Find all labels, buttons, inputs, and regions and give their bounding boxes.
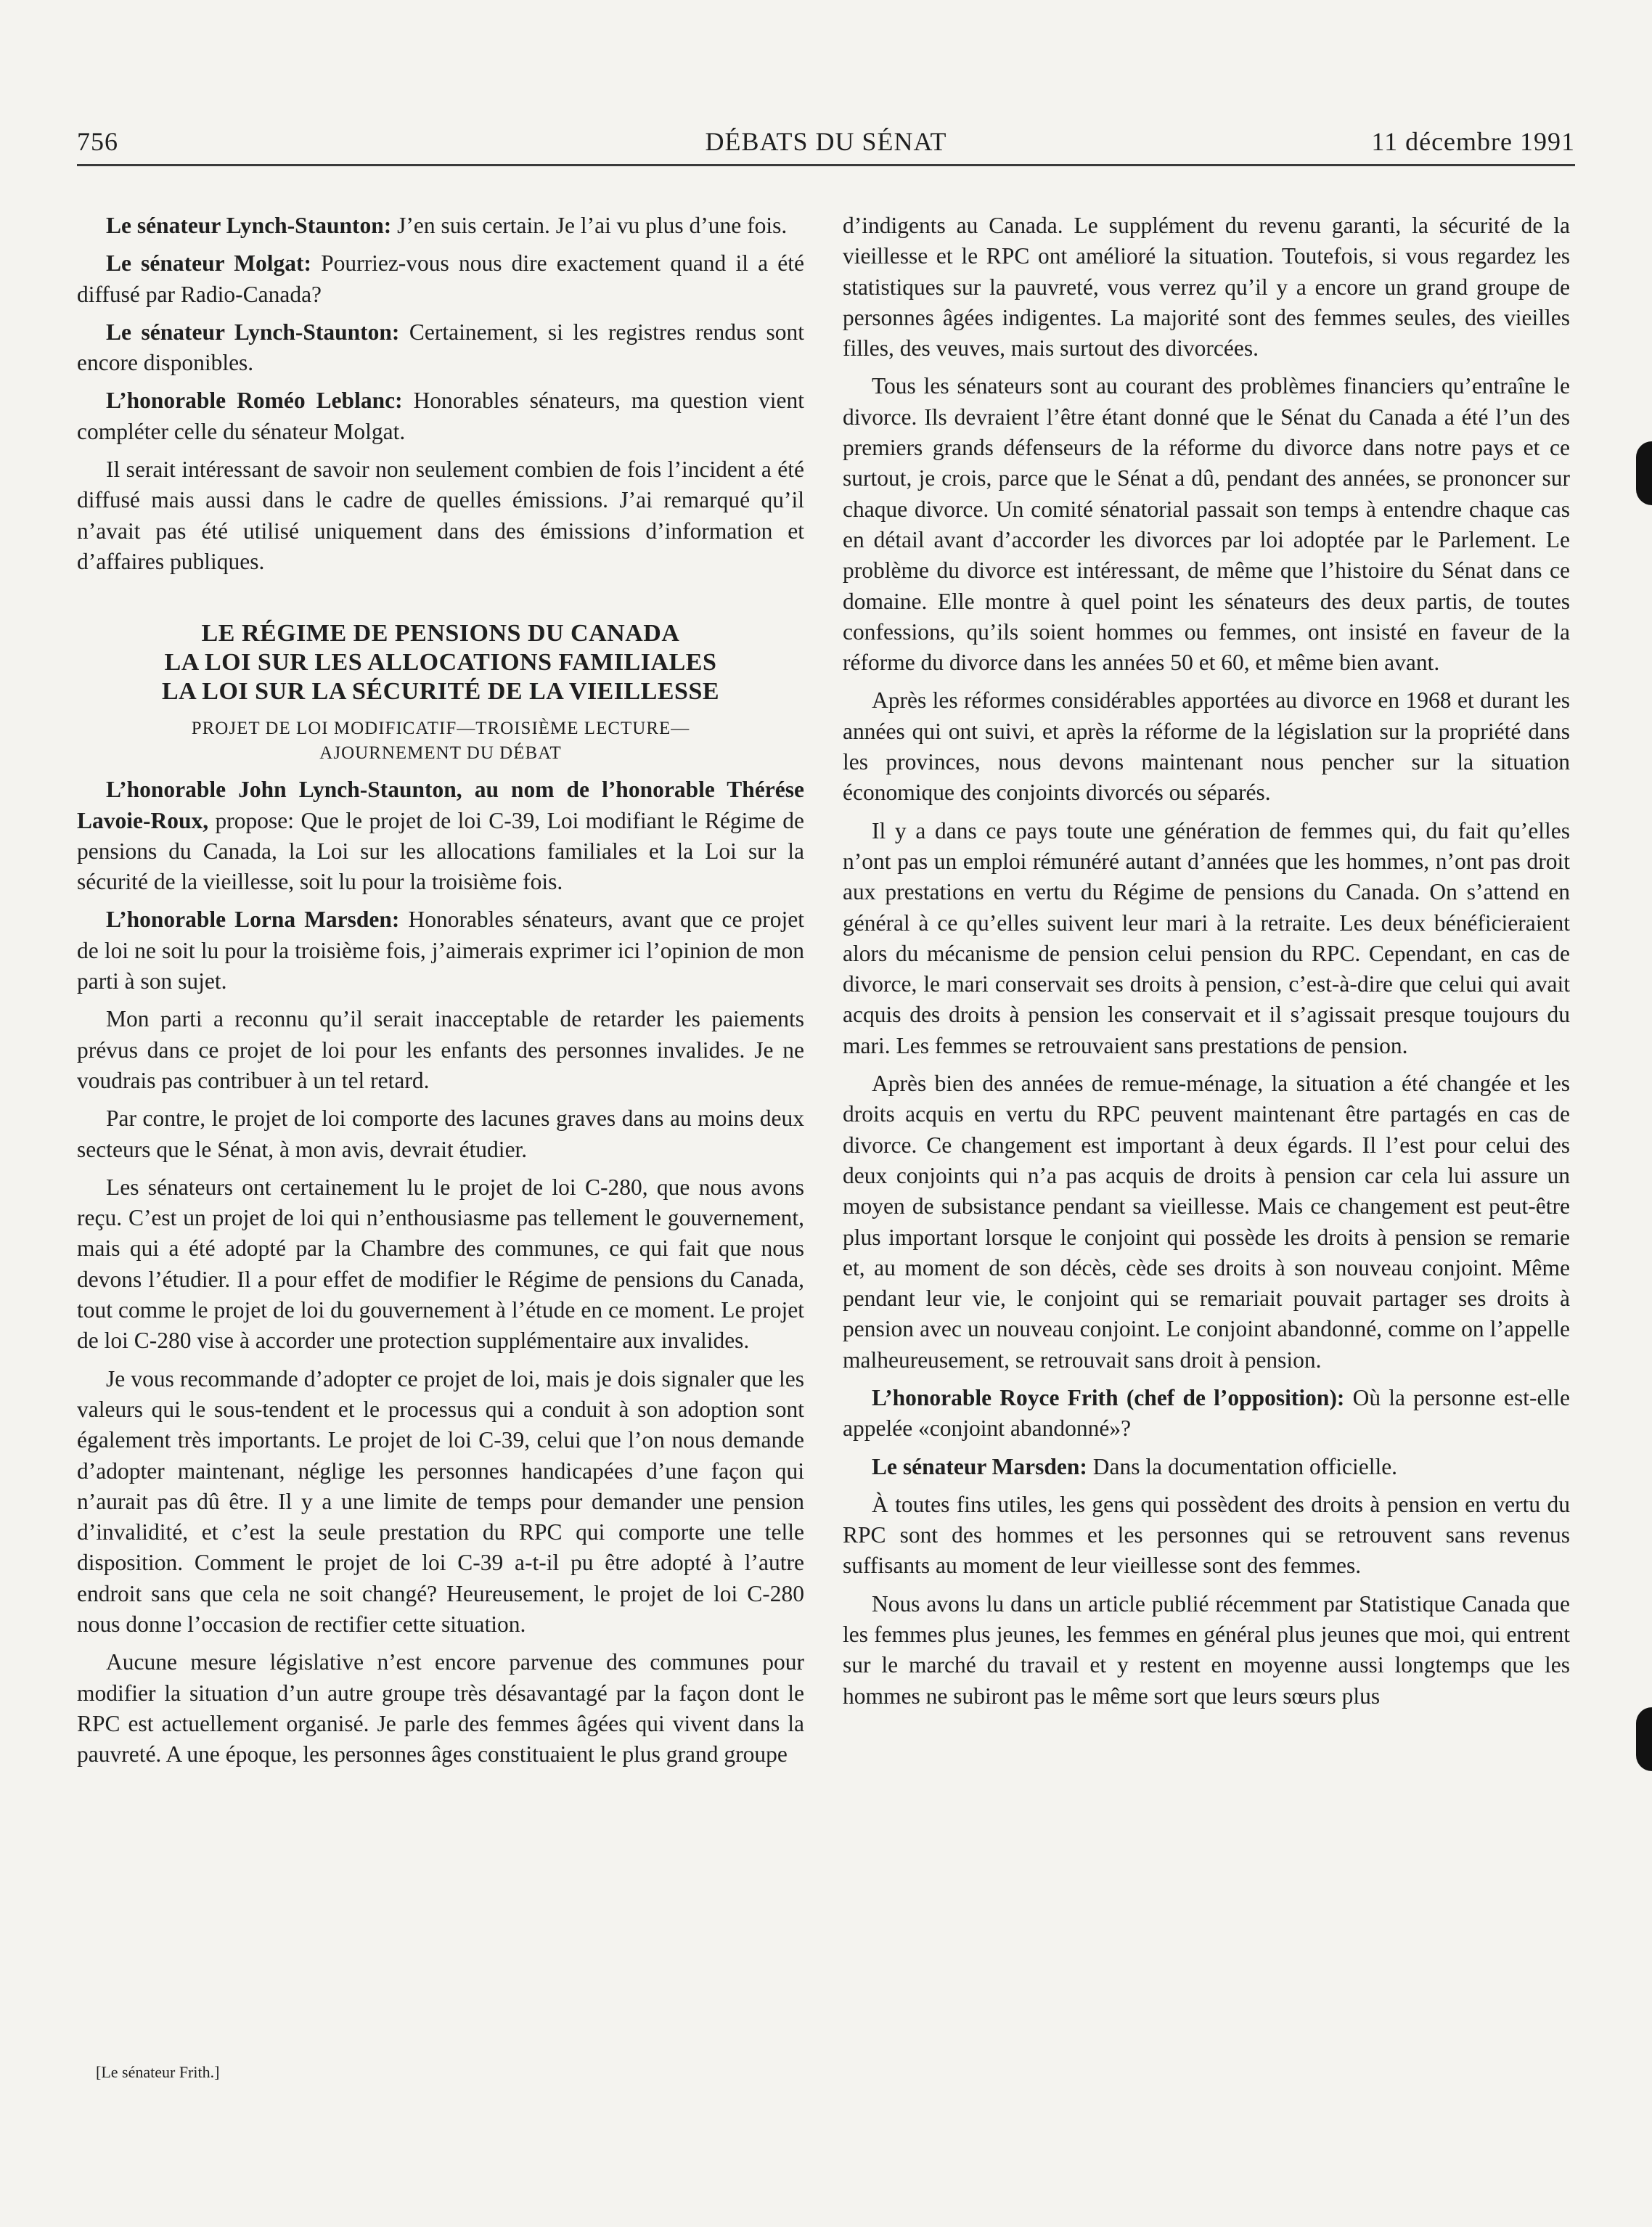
paragraph [77,385,804,447]
paragraph [77,317,804,379]
heading-line: LA LOI SUR LA SÉCURITÉ DE LA VIEILLESSE [161,678,720,706]
paragraph: À toutes fins utiles, les gens qui possèdent des droits à pension en vertu du RPC sont des hommes et les personnes qui se retrouvent sans revenus suffisants au moment de leur vieillesse sont des femmes. [843,1491,1570,1579]
paragraph: d’indigents au Canada. Le supplément du revenu garanti, la sécurité de la vieillesse et le RPC ont amélioré la situation. Toutefois, si vous regardez les statistiques sur la pauvreté, vous verrez qu’il y a encore un grand groupe de personnes âgées indigentes. La majorité sont des femmes seules, des vieilles filles, des veuves, mais surtout des divorcées. [843,213,1570,361]
speech-text: propose: Que le projet de loi C-39, Loi modifiant le Régime de pensions du Canada, la Loi sur les allocations familiales et la Loi sur la sécurité de la vieillesse, soit lu pour la troisième fois. [77,807,804,895]
paragraph: Aucune mesure législative n’est encore parvenue des communes pour modifier la situation d’un autre groupe très désavantagé par la façon dont le RPC est actuellement organisé. Je parle des femmes âgées qui vivent dans la pauvreté. A une époque, les personnes âges constituaient le plus grand groupe [77,1649,804,1768]
paragraph [77,775,804,897]
speaker-name: L’honorable Royce Frith (chef de l’opposition): [872,1384,1345,1410]
paragraph [843,1383,1570,1445]
speech-text: Honorables sénateurs, ma question vient compléter celle du sénateur Molgat. [77,388,804,444]
paragraph [843,1452,1570,1482]
speaker-name: L’honorable Roméo Leblanc: [106,388,403,414]
paragraph: Tous les sénateurs sont au courant des problèmes financiers qu’entraîne le divorce. Ils devraient l’être étant donné que le Sénat du Canada a été l’un des premiers grands défenseurs de la réforme du divorce dans notre pays et ce surtout, je crois, parce que le Sénat a dû, pendant des années, se prononcer sur chaque divorce. Un comité sénatorial passait son temps à entendre chaque cas en détail avant d’accorder les divorces par loi adoptée par le Parlement. Le problème du divorce est intéressant, de même que l’histoire du Sénat dans ce domaine. Elle montre à quel point les sénateurs des deux partis, de toutes confessions, qu’ils soient hommes ou femmes, ont insisté en faveur de la réforme du divorce dans les années 50 et 60, et même bien avant. [843,373,1570,676]
speech-text: J’en suis certain. Je l’ai vu plus d’une fois. [391,213,788,238]
section-heading [77,619,804,706]
paragraph: Après bien des années de remue-ménage, la situation a été changée et les droits acquis en vertu du RPC peuvent maintenant être partagés en cas de divorce. Ce changement est important à deux égards. Il l’est pour celui des deux conjoints qui n’a pas acquis de droits à pension car cela lui assure un moyen de subsistance pendant sa vieillesse. Mais ce changement est peut-être plus important lorsque le conjoint qui possède les droits à pension se remarie et, au moment de son décès, cède ses droits à son nouveau conjoint. Même pendant leur vie, le conjoint qui se remariait pouvait partager ses droits à pension avec un nouveau conjoint. Le conjoint abandonné, comme on l’appelle malheureusement, se retrouvait sans droit à pension. [843,1071,1570,1373]
footnote: [Le sénateur Frith.] [96,2063,220,2081]
paragraph: Il serait intéressant de savoir non seulement combien de fois l’incident a été diffusé mais aussi dans le cadre de quelles émissions. J’ai remarqué qu’il n’avait pas été utilisé uniquement dans des émissions d’information et d’affaires publiques. [77,457,804,574]
paragraph: Les sénateurs ont certainement lu le projet de loi C-280, que nous avons reçu. C’est un projet de loi qui n’enthousiasme pas tellement le gouvernement, mais qui a été adopté par la Chambre des communes, ce qui fait que nous devons l’étudier. Il a pour effet de modifier le Régime de pensions du Canada, tout comme le projet de loi du gouvernement à l’étude en ce moment. Le projet de loi C-280 vise à accorder une protection supplémentaire aux invalides. [77,1174,804,1354]
paragraph [77,248,804,310]
speech-text: Honorables sénateurs, avant que ce projet de loi ne soit lu pour la troisième fois, j’aimerais exprimer ici l’opinion de mon parti à son sujet. [77,907,804,994]
publication-title: DÉBATS DU SÉNAT [705,127,947,156]
subheading-line: AJOURNEMENT DU DÉBAT [319,743,562,764]
right-column [843,211,1570,1719]
subheading-line: PROJET DE LOI MODIFICATIF—TROISIÈME LECTURE— [191,719,690,739]
section-subheading [77,716,804,766]
paragraph: Nous avons lu dans un article publié récemment par Statistique Canada que les femmes plus jeunes, les femmes en général plus jeunes que moi, qui entrent sur le marché du travail et y restent en moyenne aussi longtemps que les hommes ne subiront pas le même sort que leurs sœurs plus [843,1590,1570,1709]
heading-line: LA LOI SUR LES ALLOCATIONS FAMILIALES [164,649,717,677]
speaker-name: Le sénateur Lynch-Staunton: [106,319,400,345]
heading-line: LE RÉGIME DE PENSIONS DU CANADA [201,620,680,647]
speaker-name: L’honorable John Lynch-Staunton, au nom de l’honorable Thérése Lavoie-Roux, [77,777,804,833]
paragraph: Il y a dans ce pays toute une génération de femmes qui, du fait qu’elles n’ont pas un emploi rémunéré autant d’années que les hommes, n’ont pas droit aux prestations en vertu du Régime de pensions du Canada. On s’attend en général à ce qu’elles suivent leur mari à la retraite. Les deux bénéficieraient alors du mécanisme de pension celui pension du RPC. Cependant, en cas de divorce, le mari conservait ses droits à pension, c’est-à-dire que celui qui avait acquis des droits à pension les conservait et il s’agissait presque toujours du mari. Les femmes se retrouvaient sans prestations de pension. [843,817,1570,1058]
speaker-name: Le sénateur Lynch-Staunton: [106,213,392,238]
speech-text: Certainement, si les registres rendus sont encore disponibles. [77,319,804,376]
speaker-name: Le sénateur Molgat: [106,250,311,277]
binding-hole-mark [1636,1707,1652,1771]
page-number: 756 [77,127,118,156]
speech-text: Dans la documentation officielle. [1087,1453,1398,1479]
paragraph: Après les réformes considérables apportées au divorce en 1968 et durant les années qui ont suivi, et après la réforme de la législation sur la propriété dans les provinces, nous devons maintenant nous pencher sur la situation économique des conjoints divorcés ou séparés. [843,687,1570,806]
paragraph: Par contre, le projet de loi comporte des lacunes graves dans au moins deux secteurs que le Sénat, à mon avis, devrait étudier. [77,1106,804,1162]
page-date: 11 décembre 1991 [1371,127,1575,156]
speech-text: Où la personne est-elle appelée «conjoint abandonné»? [843,1384,1570,1442]
binding-hole-mark [1636,441,1652,505]
page-header [77,122,1575,166]
paragraph: Je vous recommande d’adopter ce projet de loi, mais je dois signaler que les valeurs qui le sous-tendent et le processus qui a conduit à son adoption sont également très importants. Le projet de loi C-39, celui que l’on nous demande d’adopter maintenant, néglige les personnes handicapées d’une façon qui n’aurait pas dû être. Il y a une limite de temps pour demander une pension d’invalidité, et c’est la seule prestation du RPC qui comporte une telle disposition. Comment le projet de loi C-39 a-t-il pu être adopté à l’autre endroit sans que cela ne soit changé? Heureusement, le projet de loi C-280 nous donne l’occasion de rectifier cette situation. [77,1365,804,1637]
left-column [77,211,804,1777]
paragraph [77,904,804,997]
paragraph [77,211,804,241]
speaker-name: Le sénateur Marsden: [872,1453,1087,1479]
paragraph: Mon parti a reconnu qu’il serait inacceptable de retarder les paiements prévus dans ce projet de loi pour les enfants des personnes invalides. Je ne voudrais pas contribuer à un tel retard. [77,1006,804,1093]
speaker-name: L’honorable Lorna Marsden: [106,907,400,933]
speech-text: Pourriez-vous nous dire exactement quand il a été diffusé par Radio-Canada? [77,250,804,307]
